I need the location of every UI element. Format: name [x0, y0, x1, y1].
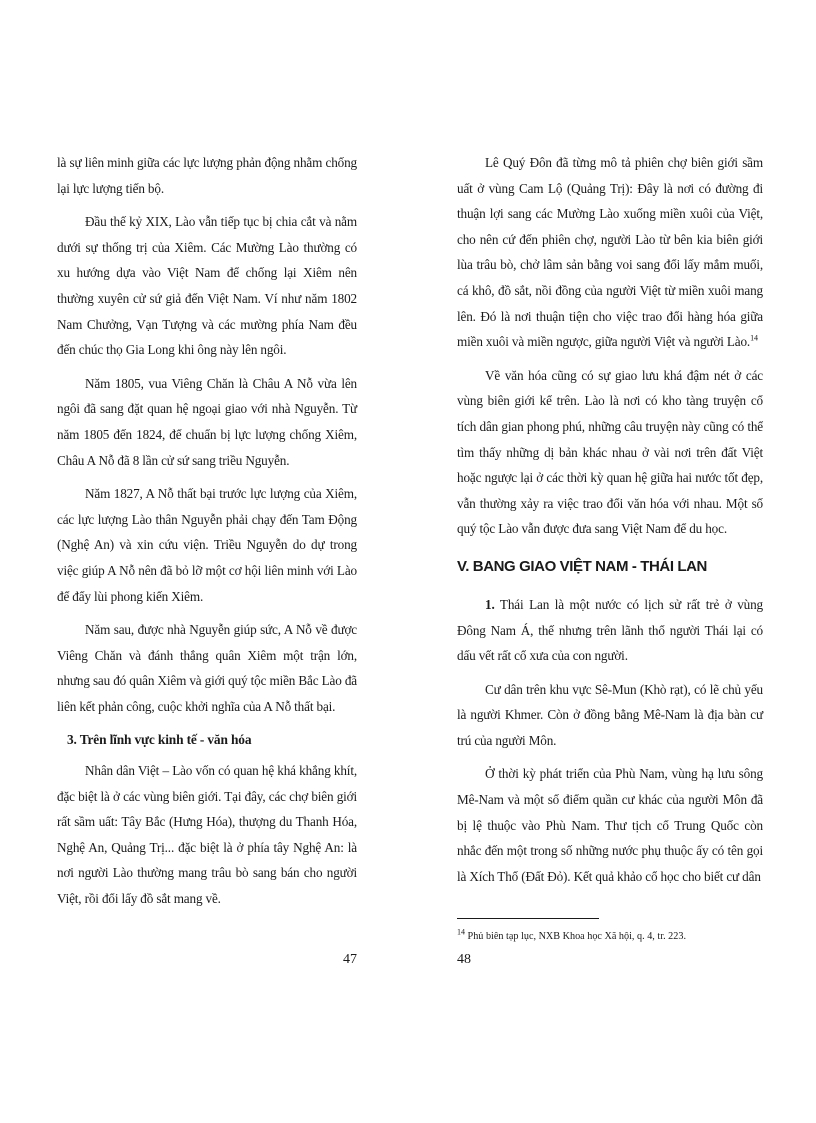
- paragraph: Đầu thế kỷ XIX, Lào vẫn tiếp tục bị chia cắt và nằm dưới sự thống trị của Xiêm. Các Mường Lào thường có xu hướng dựa vào Việt Nam để chống lại Xiêm nên thường xuyên cử sứ giả đến Việt Nam. Ví như năm 1802 Nam Chưởng, Vạn Tượng và các mường phía Nam đều đến chúc thọ Gia Long khi ông này lên ngôi.: [57, 214, 357, 358]
- page-number-right: 48: [457, 952, 471, 967]
- paragraph: Năm 1805, vua Viêng Chăn là Châu A Nỗ vừa lên ngôi đã sang đặt quan hệ ngoại giao với nhà Nguyễn. Từ năm 1805 đến 1824, để chuẩn bị lực lượng chống Xiêm, Châu A Nỗ đã 8 lần cử sứ sang triều Nguyễn.: [57, 375, 357, 468]
- footnote-text: Phủ biên tạp lục, NXB Khoa học Xã hội, q. 4, tr. 223.: [465, 931, 686, 942]
- section-title: V. BANG GIAO VIỆT NAM - THÁI LAN: [457, 557, 707, 575]
- footnote-divider: [457, 918, 599, 919]
- paragraph-text: Lê Quý Đôn đã từng mô tả phiên chợ biên giới sầm uất ở vùng Cam Lộ (Quảng Trị): Đây là nơi có đường đi thuận lợi sang các Mường Lào xuống miền xuôi của Việt, cho nên cứ đến phiên chợ, người Lào từ bên kia biên giới lùa trâu bò, chở lâm sản bằng voi sang đổi lấy mắm muối, cá khô, đồ sắt, nồi đồng của người Việt từ miền xuôi mang lên. Đó là nơi thuận tiện cho việc trao đổi hàng hóa giữa miền xuôi và miền ngược, giữa người Việt và người Lào.: [457, 155, 763, 350]
- footnote-marker: 14: [750, 333, 758, 343]
- paragraph: Cư dân trên khu vực Sê-Mun (Khò rạt), có lẽ chủ yếu là người Khmer. Còn ở đồng bằng Mê-Nam là địa bàn cư trú của người Môn.: [457, 681, 763, 748]
- item-number: 1.: [485, 596, 495, 612]
- paragraph: Ở thời kỳ phát triển của Phù Nam, vùng hạ lưu sông Mê-Nam và một số điểm quần cư khác của người Môn đã bị lệ thuộc vào Phù Nam. Thư tịch cổ Trung Quốc còn nhắc đến một trong số những nước phụ thuộc ấy có tên gọi là Xích Thổ (Đất Đỏ). Kết quả khảo cổ học cho biết cư dân: [457, 766, 763, 884]
- paragraph: [457, 592, 763, 669]
- paragraph: Nhân dân Việt – Lào vốn có quan hệ khá khắng khít, đặc biệt là ở các vùng biên giới. Tại đây, các chợ biên giới rất sầm uất: Tây Bắc (Hưng Hóa), thượng du Thanh Hóa, Nghệ An, Quảng Trị... đặc biệt là ở phía tây Nghệ An: là nơi người Lào thường mang trâu bò sang bán cho người Việt, rồi đổi lấy đồ sắt mang về.: [57, 763, 357, 907]
- paragraph: [457, 150, 763, 355]
- left-page-column: [57, 150, 357, 920]
- paragraph: Về văn hóa cũng có sự giao lưu khá đậm nét ở các vùng biên giới kể trên. Lào là nơi có kho tàng truyện cổ tích dân gian phong phú, những câu truyện này cũng có thể tìm thấy những dị bản khác nhau ở vài nơi trên đất Việt hoặc ngược lại ở các thời kỳ quan hệ giữa hai nước tốt đẹp, vẫn thường xảy ra việc trao đổi văn hóa với nhau. Một số quý tộc Lào vẫn được đưa sang Việt Nam để du học.: [457, 367, 763, 537]
- footnote: [457, 927, 767, 944]
- subheading: 3. Trên lĩnh vực kinh tế - văn hóa: [67, 732, 252, 748]
- page-number-left: 47: [343, 952, 357, 967]
- footnote-number: 14: [457, 927, 465, 937]
- paragraph: Năm 1827, A Nỗ thất bại trước lực lượng của Xiêm, các lực lượng Lào thân Nguyễn phải chạy đến Tam Động (Nghệ An) và xin cứu viện. Triều Nguyễn do dự trong việc giúp A Nỗ nên đã bỏ lỡ một cơ hội liên minh với Lào để đẩy lùi phong kiến Xiêm.: [57, 486, 357, 604]
- paragraph-text: Thái Lan là một nước có lịch sử rất trẻ ở vùng Đông Nam Á, thế nhưng trên lãnh thổ người Thái lại có dấu vết rất cổ xưa của con người.: [457, 596, 763, 664]
- paragraph: là sự liên minh giữa các lực lượng phản động nhằm chống lại lực lượng tiến bộ.: [57, 155, 357, 196]
- right-page-column: [457, 150, 763, 897]
- paragraph: Năm sau, được nhà Nguyễn giúp sức, A Nỗ về được Viêng Chăn và đánh thắng quân Xiêm một trận lớn, nhưng sau đó quân Xiêm và giới quý tộc miền Bắc Lào đã liên kết phản công, cuộc khởi nghĩa của A Nỗ thất bại.: [57, 622, 357, 714]
